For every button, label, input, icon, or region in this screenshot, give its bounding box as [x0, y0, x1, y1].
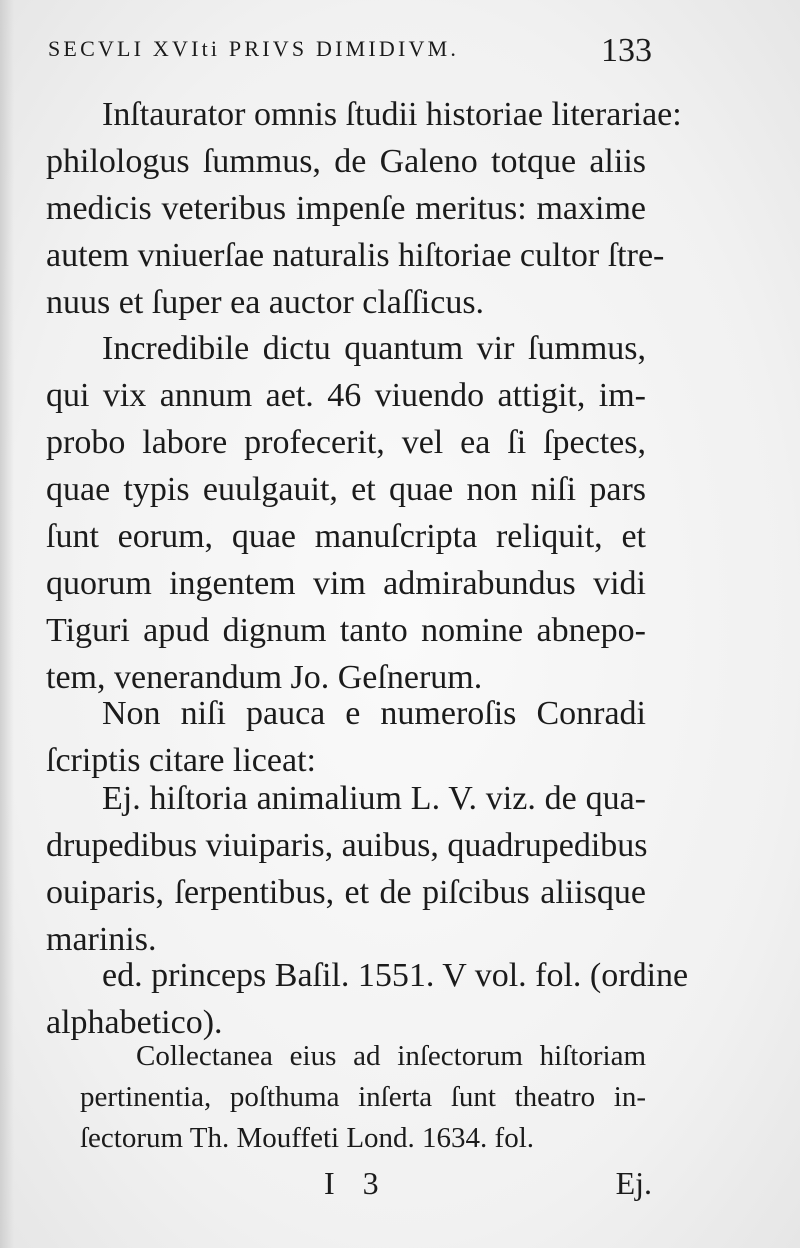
- text-line: Collectanea eius ad inſectorum hiſtoriam: [136, 1040, 646, 1072]
- paragraph-6: [80, 1036, 646, 1159]
- text-line: ouiparis, ſerpentibus, et de piſcibus aliisque: [46, 874, 646, 911]
- text-line: alphabetico).: [46, 1004, 223, 1041]
- catchword: Ej.: [615, 1165, 652, 1201]
- text-line: philologus ſummus, de Galeno totque aliis: [46, 143, 646, 180]
- paragraph-4: [46, 775, 646, 963]
- text-line: nuus et ſuper ea auctor claſſicus.: [46, 284, 485, 321]
- text-line: Inſtaurator omnis ſtudii historiae literariae:: [102, 96, 682, 133]
- text-line: Tiguri apud dignum tanto nomine abnepo-: [46, 612, 646, 649]
- running-title: SECVLI XVIti PRIVS DIMIDIVM.: [48, 36, 460, 61]
- signature-mark: I 3: [324, 1165, 389, 1201]
- text-line: pertinentia, poſthuma inſerta ſunt theatro in-: [80, 1081, 646, 1113]
- text-line: medicis veteribus impenſe meritus: maxime: [46, 190, 646, 227]
- text-line: probo labore profecerit, vel ea ſi ſpectes,: [46, 424, 646, 461]
- text-line: tem, venerandum Jo. Geſnerum.: [46, 659, 483, 696]
- text-line: Ej. hiſtoria animalium L. V. viz. de qua-: [102, 780, 646, 817]
- text-line: qui vix annum aet. 46 viuendo attigit, im-: [46, 377, 646, 414]
- text-line: quorum ingentem vim admirabundus vidi: [46, 565, 646, 602]
- text-line: ſcriptis citare liceat:: [46, 742, 316, 779]
- text-line: drupedibus viuiparis, auibus, quadrupedibus: [46, 827, 648, 864]
- text-line: Non niſi pauca e numeroſis Conradi: [102, 695, 646, 732]
- text-line: ſectorum Th. Mouffeti Lond. 1634. fol.: [80, 1122, 535, 1154]
- text-line: quae typis euulgauit, et quae non niſi pars: [46, 471, 646, 508]
- paragraph-5: [46, 952, 689, 1046]
- page-number: 133: [601, 32, 652, 69]
- paragraph-1: [46, 91, 682, 326]
- paragraph-2: [46, 325, 646, 701]
- text-line: ed. princeps Baſil. 1551. V vol. fol. (ordine: [102, 957, 689, 994]
- text-line: Incredibile dictu quantum vir ſummus,: [102, 330, 646, 367]
- paragraph-3: [46, 690, 646, 784]
- text-line: ſunt eorum, quae manuſcripta reliquit, et: [46, 518, 646, 555]
- text-line: marinis.: [46, 921, 157, 958]
- text-line: autem vniuerſae naturalis hiſtoriae cultor ſtre-: [46, 237, 665, 274]
